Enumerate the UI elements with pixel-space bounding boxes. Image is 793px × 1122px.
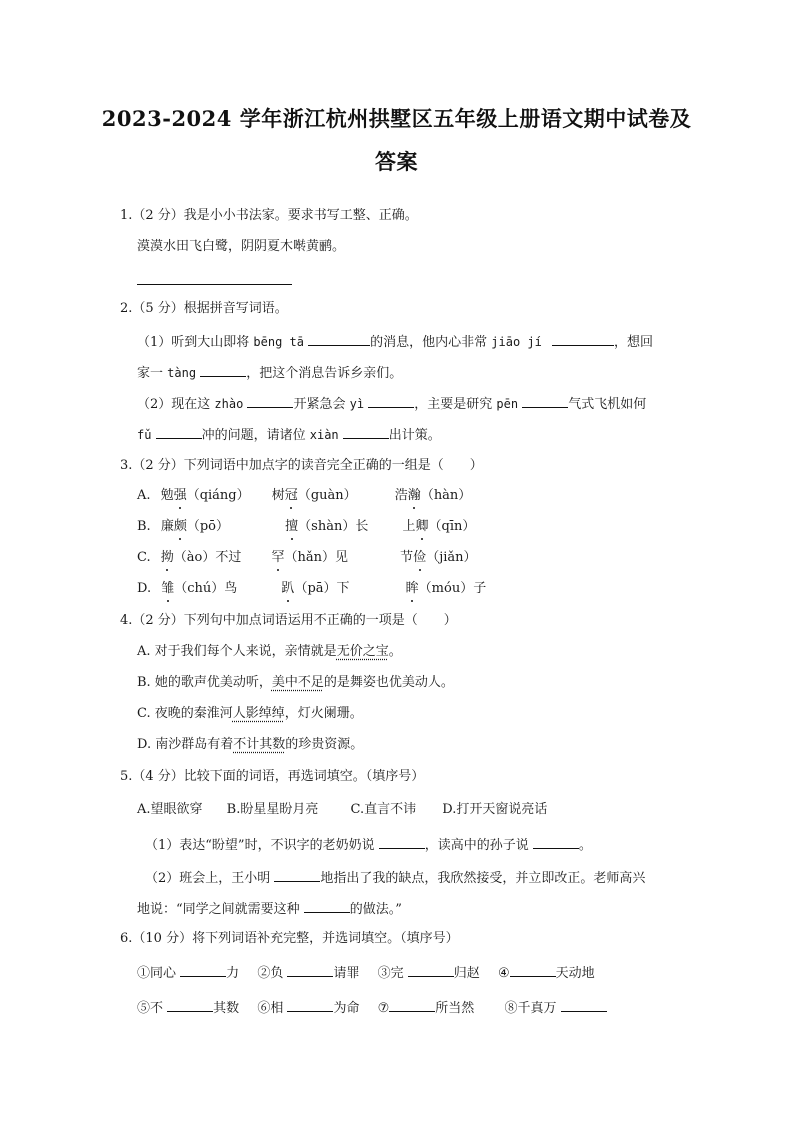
text: 南沙群岛有着 xyxy=(155,737,234,752)
answer-blank[interactable] xyxy=(368,394,414,408)
text: 廉 xyxy=(160,519,174,534)
text: （móu）子 xyxy=(418,581,487,596)
answer-blank[interactable] xyxy=(522,394,568,408)
pinyin: jiāo jí xyxy=(491,335,542,349)
question-3-option-c[interactable] xyxy=(137,549,477,567)
question-6-header: 6.（10 分）将下列词语补充完整，并选词填空。（填序号） xyxy=(120,931,459,946)
text: （2）现在这 xyxy=(137,397,211,412)
text: 树 xyxy=(271,488,285,503)
choice-a: A.望眼欲穿 xyxy=(137,802,203,817)
answer-blank[interactable] xyxy=(180,963,226,977)
text: 勉 xyxy=(160,488,174,503)
question-5-part2-line1 xyxy=(145,868,645,888)
text: ，想回 xyxy=(614,335,654,350)
pinyin: zhào xyxy=(214,397,244,411)
question-2-part1-line1 xyxy=(137,332,653,352)
text: 地说：“同学之间就需要这种 xyxy=(137,902,300,917)
answer-blank[interactable] xyxy=(533,835,579,849)
text: （2）班会上，王小明 xyxy=(145,871,271,886)
text: 。 xyxy=(578,838,592,853)
text: 的珍贵资源。 xyxy=(285,737,364,752)
idiom-prefix: ⑥相 xyxy=(257,1001,284,1016)
text: （guàn） xyxy=(297,488,357,503)
text: 节 xyxy=(400,550,414,565)
answer-blank[interactable] xyxy=(552,332,614,346)
question-2-header: 2.（5 分）根据拼音写词语。 xyxy=(120,301,288,316)
text: 对于我们每个人来说，亲情就是 xyxy=(154,644,337,659)
text: 。 xyxy=(388,644,402,659)
answer-blank[interactable] xyxy=(304,899,350,913)
text: （qiáng） xyxy=(186,488,250,503)
dotted-word: 无价之宝 xyxy=(336,644,389,659)
dotted-char: 雏 xyxy=(161,581,175,596)
text: 冲的问题，请诸位 xyxy=(201,428,306,443)
dotted-word: 美中不足 xyxy=(271,675,324,690)
question-1-header: 1.（2 分）我是小小书法家。要求书写工整、正确。 xyxy=(120,208,418,223)
text: （chú）鸟 xyxy=(174,581,238,596)
idiom-suffix: 请罪 xyxy=(333,966,360,981)
dotted-word: 人影绰绰 xyxy=(232,706,285,721)
answer-blank[interactable] xyxy=(308,332,370,346)
option-label: A. xyxy=(137,488,151,503)
idiom-prefix: ④ xyxy=(497,966,510,981)
pinyin: pēn xyxy=(496,397,519,411)
question-4-option-d[interactable] xyxy=(137,736,363,754)
document-title-line2: 答案 xyxy=(375,149,418,174)
text: （1）表达“盼望”时，不识字的老奶奶说 xyxy=(145,838,375,853)
idiom-prefix: ⑤不 xyxy=(137,1001,164,1016)
text: ，灯火阑珊。 xyxy=(284,706,363,721)
answer-blank[interactable] xyxy=(156,425,202,439)
question-2-part2-line1 xyxy=(137,394,646,414)
idiom-suffix: 所当然 xyxy=(435,1001,475,1016)
idiom-suffix: 天动地 xyxy=(555,966,595,981)
dotted-char: 卿 xyxy=(415,519,429,534)
question-5-part2-line2 xyxy=(137,899,402,919)
text: ，把这个消息告诉乡亲们。 xyxy=(246,366,403,381)
question-5-part1 xyxy=(145,835,592,855)
text: （jiǎn） xyxy=(426,550,477,565)
question-4-header: 4.（2 分）下列句中加点词语运用不正确的一项是（ ） xyxy=(120,613,457,628)
answer-blank[interactable] xyxy=(247,394,293,408)
idiom-prefix: ⑦ xyxy=(377,1001,390,1016)
question-3-option-d[interactable] xyxy=(137,580,486,598)
idiom-prefix: ②负 xyxy=(257,966,284,981)
text: （hàn） xyxy=(420,488,472,503)
question-1-poem: 漠漠水田飞白鹭，阴阴夏木啭黄鹂。 xyxy=(137,239,346,254)
text: 气式飞机如何 xyxy=(568,397,647,412)
text: ，读高中的孙子说 xyxy=(424,838,529,853)
pinyin: xiàn xyxy=(309,428,339,442)
answer-blank[interactable] xyxy=(200,363,246,377)
dotted-char: 强 xyxy=(173,488,187,503)
answer-blank[interactable] xyxy=(561,998,607,1012)
answer-blank[interactable] xyxy=(287,963,333,977)
dotted-char: 拗 xyxy=(160,550,174,565)
dotted-char: 趴 xyxy=(281,581,295,596)
answer-blank[interactable] xyxy=(343,425,389,439)
text: 地指出了我的缺点，我欣然接受，并立即改正。老师高兴 xyxy=(320,871,646,886)
option-label: D. xyxy=(137,581,152,596)
dotted-word: 不计其数 xyxy=(233,737,286,752)
question-4-option-c[interactable] xyxy=(137,705,363,723)
question-6-row2 xyxy=(137,998,607,1018)
text: （ào）不过 xyxy=(173,550,242,565)
dotted-char: 擅 xyxy=(285,519,299,534)
question-2-part1-line2 xyxy=(137,363,402,383)
dotted-char: 罕 xyxy=(271,550,285,565)
option-label: C. xyxy=(137,550,151,565)
idiom-prefix: ⑧千真万 xyxy=(504,1001,557,1016)
text: 的做法。” xyxy=(349,902,402,917)
text: （pā）下 xyxy=(294,581,350,596)
dotted-char: 冠 xyxy=(284,488,298,503)
question-3-header: 3.（2 分）下列词语中加点字的读音完全正确的一组是（ ） xyxy=(120,458,483,473)
text: （1）听到大山即将 xyxy=(137,335,250,350)
text: （pō） xyxy=(186,519,230,534)
answer-blank[interactable] xyxy=(408,963,454,977)
idiom-suffix: 力 xyxy=(226,966,240,981)
question-4-option-a[interactable] xyxy=(137,643,402,661)
pinyin: yì xyxy=(349,397,365,411)
question-3-option-a[interactable] xyxy=(137,487,471,505)
option-label: D. xyxy=(137,737,152,752)
question-3-option-b[interactable] xyxy=(137,518,475,536)
idiom-suffix: 为命 xyxy=(333,1001,360,1016)
text: 上 xyxy=(402,519,416,534)
question-5-choices xyxy=(137,801,547,819)
answer-blank[interactable] xyxy=(389,998,435,1012)
choice-c: C.直言不讳 xyxy=(350,802,417,817)
question-2-part2-line2 xyxy=(137,425,441,445)
text: 出计策。 xyxy=(388,428,441,443)
option-label: A. xyxy=(137,644,151,659)
idiom-suffix: 归赵 xyxy=(453,966,480,981)
pinyin: fǔ xyxy=(137,428,152,442)
text: 她的歌声优美动听， xyxy=(154,675,272,690)
dotted-char: 俭 xyxy=(413,550,427,565)
text: 夜晚的秦淮河 xyxy=(154,706,233,721)
option-label: B. xyxy=(137,675,151,690)
answer-blank[interactable] xyxy=(379,835,425,849)
idiom-prefix: ①同心 xyxy=(137,966,177,981)
pinyin: tàng xyxy=(167,366,197,380)
idiom-prefix: ③完 xyxy=(377,966,404,981)
answer-blank[interactable] xyxy=(287,998,333,1012)
text: 的消息，他内心非常 xyxy=(370,335,488,350)
question-1-answer-line[interactable] xyxy=(137,284,292,285)
text: （shàn）长 xyxy=(298,519,369,534)
dotted-char: 瀚 xyxy=(407,488,421,503)
option-label: C. xyxy=(137,706,151,721)
dotted-char: 颇 xyxy=(173,519,187,534)
text: 开紧急会 xyxy=(293,397,346,412)
document-title-line1: 2023-2024 学年浙江杭州拱墅区五年级上册语文期中试卷及 xyxy=(101,106,692,131)
text: ，主要是研究 xyxy=(414,397,493,412)
question-4-option-b[interactable] xyxy=(137,674,454,692)
idiom-suffix: 其数 xyxy=(213,1001,240,1016)
choice-b: B.盼星星盼月亮 xyxy=(226,802,319,817)
text: 浩 xyxy=(394,488,408,503)
dotted-char: 眸 xyxy=(405,581,419,596)
answer-blank[interactable] xyxy=(510,963,556,977)
question-6-row1 xyxy=(137,963,595,983)
text: （qīn） xyxy=(428,519,476,534)
text: 家一 xyxy=(137,366,164,381)
pinyin: bēng tā xyxy=(253,335,304,349)
text: （hǎn）见 xyxy=(284,550,349,565)
option-label: B. xyxy=(137,519,151,534)
text: 的是舞姿也优美动人。 xyxy=(323,675,454,690)
choice-d: D.打开天窗说亮话 xyxy=(442,802,548,817)
answer-blank[interactable] xyxy=(274,868,320,882)
answer-blank[interactable] xyxy=(167,998,213,1012)
question-5-header: 5.（4 分）比较下面的词语，再选词填空。（填序号） xyxy=(120,769,425,784)
